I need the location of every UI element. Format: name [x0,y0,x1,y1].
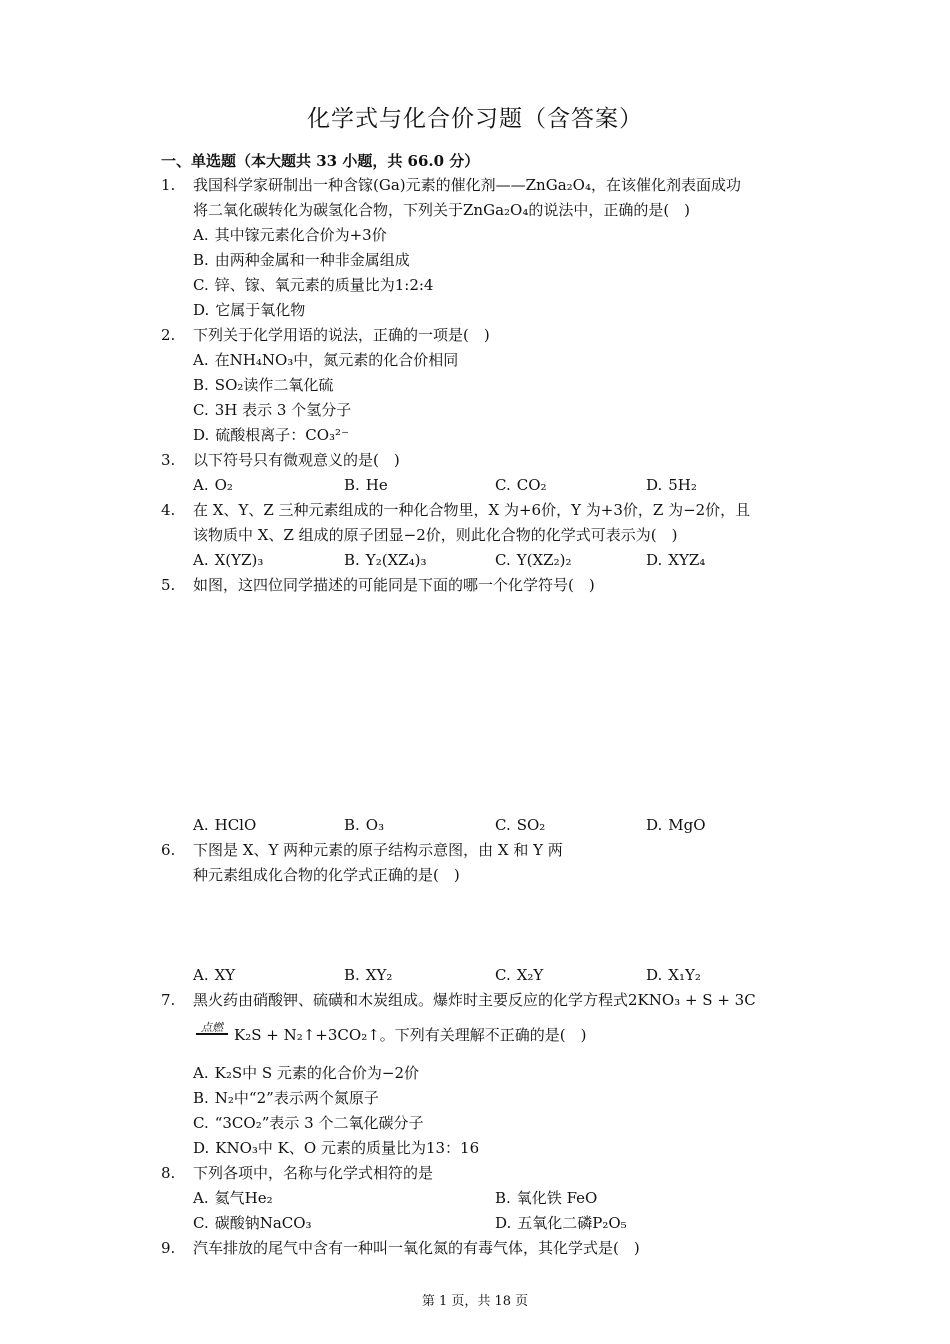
question-text: 下列各项中，名称与化学式相符的是 [193,1164,434,1182]
question-text: 黑火药由硝酸钾、硫磺和木炭组成。爆炸时主要反应的化学方程式2KNO₃ + S + 3C [193,991,756,1009]
option-d: D. XYZ₄ [646,551,706,569]
page-footer: 第 1 页，共 18 页 [421,1294,529,1309]
question-number: 9. [161,1239,176,1257]
option-a: A. 在NH₄NO₃中，氮元素的化合价相同 [193,351,459,369]
question-number: 3. [161,451,176,469]
reaction-condition: 点燃 [196,1022,228,1035]
option-b: B. XY₂ [344,966,393,984]
option-c: C. 锌、镓、氧元素的质量比为1:2:4 [193,276,434,294]
option-c: C. 碳酸钠NaCO₃ [193,1214,312,1232]
question-number: 1. [161,176,176,194]
option-a: A. O₂ [193,476,233,494]
option-d: D. X₁Y₂ [646,966,701,984]
question-text: 下列关于化学用语的说法，正确的一项是( ) [193,326,490,344]
option-c: C. Y(XZ₂)₂ [495,551,572,569]
option-c: C. “3CO₂”表示 3 个二氧化碳分子 [193,1114,424,1132]
question-text: 我国科学家研制出一种含镓(Ga)元素的催化剂——ZnGa₂O₄，在该催化剂表面成功 [193,176,741,194]
option-a: A. X(YZ)₃ [193,551,264,569]
question-number: 4. [161,501,176,519]
question-text: 下图是 X、Y 两种元素的原子结构示意图，由 X 和 Y 两 [193,841,563,859]
option-d: D. 五氧化二磷P₂O₅ [495,1214,627,1232]
option-a: A. K₂S中 S 元素的化合价为−2价 [193,1064,420,1082]
option-d: D. 硫酸根离子：CO₃²⁻ [193,426,349,444]
question-number: 5. [161,576,176,594]
question-text: 该物质中 X、Z 组成的原子团显−2价，则此化合物的化学式可表示为( ) [193,526,678,544]
option-b: B. 由两种金属和一种非金属组成 [193,251,410,269]
option-d: D. MgO [646,816,706,834]
option-d: D. 它属于氧化物 [193,301,306,319]
question-text: 在 X、Y、Z 三种元素组成的一种化合物里，X 为+6价，Y 为+3价，Z 为−2价，且 [193,501,751,519]
question-number: 8. [161,1164,176,1182]
option-c: C. X₂Y [495,966,544,984]
option-c: C. SO₂ [495,816,546,834]
question-text: 如图，这四位同学描述的可能同是下面的哪一个化学符号( ) [193,576,595,594]
question-text: 种元素组成化合物的化学式正确的是( ) [193,866,460,884]
option-b: B. He [344,476,388,494]
option-c: C. 3H 表示 3 个氢分子 [193,401,352,419]
option-b: B. 氧化铁 FeO [495,1189,598,1207]
option-a: A. 其中镓元素化合价为+3价 [193,226,387,244]
option-a: A. HClO [193,816,257,834]
option-b: B. O₃ [344,816,385,834]
question-text: K₂S + N₂↑+3CO₂↑。下列有关理解不正确的是( ) [234,1026,587,1044]
option-d: D. KNO₃中 K、O 元素的质量比为13：16 [193,1139,480,1157]
option-d: D. 5H₂ [646,476,697,494]
question-text: 以下符号只有微观意义的是( ) [193,451,400,469]
question-number: 6. [161,841,176,859]
question-number: 2. [161,326,176,344]
option-a: A. XY [193,966,236,984]
option-b: B. N₂中“2”表示两个氮原子 [193,1089,379,1107]
option-c: C. CO₂ [495,476,547,494]
question-text: 汽车排放的尾气中含有一种叫一氧化氮的有毒气体，其化学式是( ) [193,1239,640,1257]
section-heading: 一、单选题（本大题共 33 小题，共 66.0 分） [161,152,480,170]
option-b: B. Y₂(XZ₄)₃ [344,551,427,569]
option-b: B. SO₂读作二氧化硫 [193,376,334,394]
question-number: 7. [161,991,176,1009]
question-text: 将二氧化碳转化为碳氢化合物，下列关于ZnGa₂O₄的说法中，正确的是( ) [193,201,691,219]
option-a: A. 氦气He₂ [193,1189,273,1207]
page-title: 化学式与化合价习题（含答案） [307,106,643,132]
